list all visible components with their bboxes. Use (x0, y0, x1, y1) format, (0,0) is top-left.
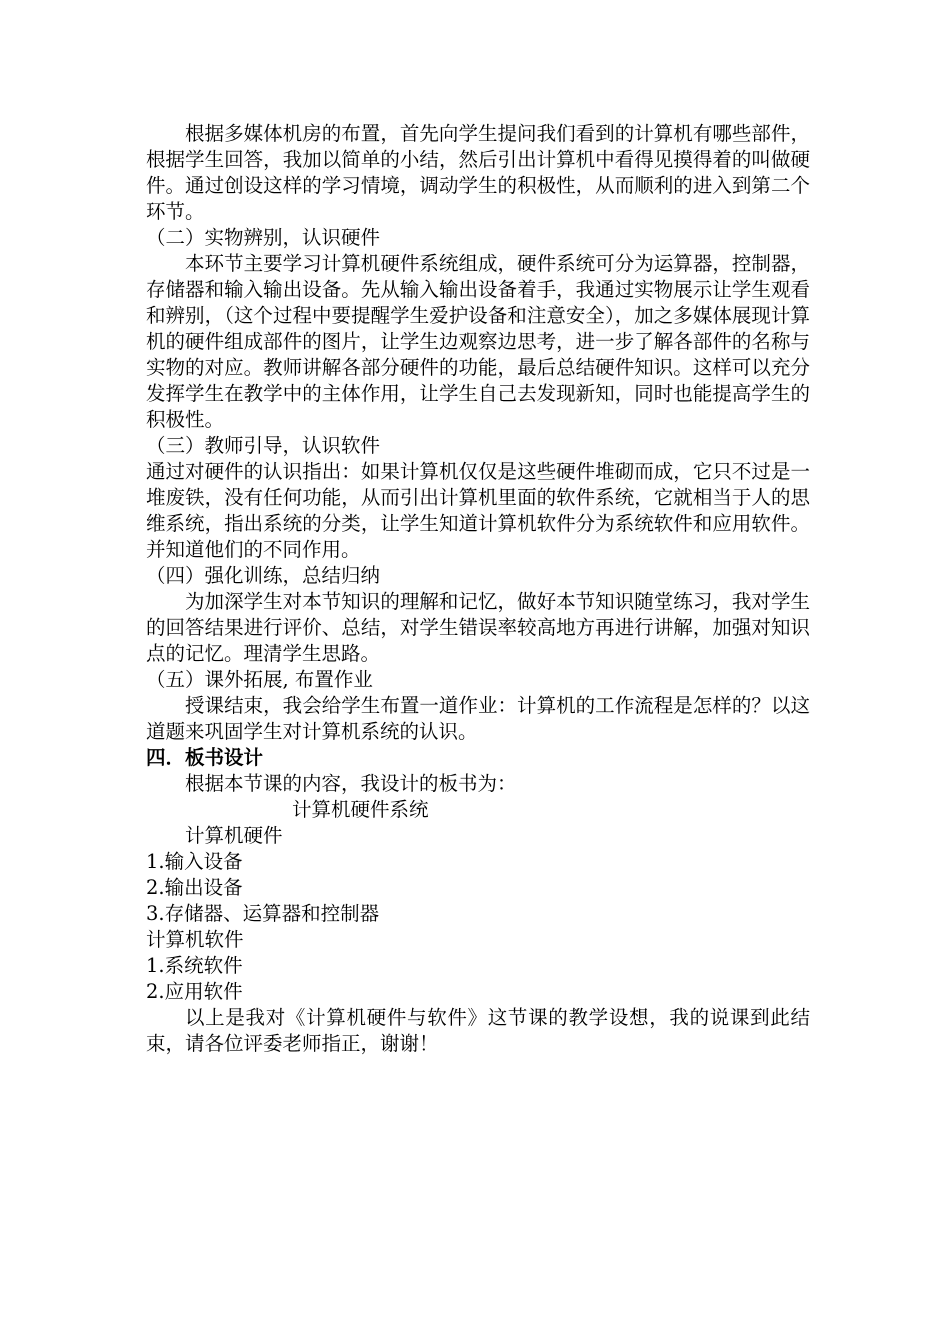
paragraph-intro: 根据多媒体机房的布置，首先向学生提问我们看到的计算机有哪些部件，根据学生回答，我加以简单的小结，然后引出计算机中看得见摸得着的叫做硬件。通过创设这样的学习情境，调动学生的积极性，从而顺利的进入到第二个环节。 (146, 122, 810, 223)
section-heading-5: （五）课外拓展, 布置作业 (146, 668, 373, 691)
paragraph-board-intro: 根据本节课的内容，我设计的板书为： (185, 772, 517, 795)
document-page (146, 121, 810, 1057)
paragraph-closing: 以上是我对《计算机硬件与软件》这节课的教学设想，我的说课到此结束，请各位评委老师指正，谢谢！ (146, 1006, 810, 1055)
section-heading-2: （二）实物辨别，认识硬件 (146, 226, 381, 249)
section-heading-4: （四）强化训练，总结归纳 (146, 564, 381, 587)
board-software-heading: 计算机软件 (146, 928, 244, 951)
paragraph-practice: 为加深学生对本节知识的理解和记忆，做好本节知识随堂练习，我对学生的回答结果进行评价、总结，对学生错误率较高地方再进行讲解，加强对知识点的记忆。理清学生思路。 (146, 590, 810, 665)
board-hardware-item-2: 2.输出设备 (146, 876, 243, 899)
board-software-item-1: 1.系统软件 (146, 954, 243, 977)
board-title: 计算机硬件系统 (292, 798, 429, 821)
paragraph-homework: 授课结束，我会给学生布置一道作业：计算机的工作流程是怎样的？以这道题来巩固学生对计算机系统的认识。 (146, 694, 810, 743)
section-heading-3: （三）教师引导，认识软件 (146, 434, 381, 457)
section-heading-board-design: 四．板书设计 (146, 746, 264, 769)
paragraph-software: 通过对硬件的认识指出：如果计算机仅仅是这些硬件堆砌而成，它只不过是一堆废铁，没有任何功能，从而引出计算机里面的软件系统，它就相当于人的思维系统，指出系统的分类，让学生知道计算机软件分为系统软件和应用软件。并知道他们的不同作用。 (146, 460, 810, 561)
board-hardware-heading: 计算机硬件 (185, 824, 283, 847)
paragraph-hardware: 本环节主要学习计算机硬件系统组成，硬件系统可分为运算器，控制器，存储器和输入输出设备。先从输入输出设备着手，我通过实物展示让学生观看和辨别，（这个过程中要提醒学生爱护设备和注意安全），加之多媒体展现计算机的硬件组成部件的图片，让学生边观察边思考，进一步了解各部件的名称与实物的对应。教师讲解各部分硬件的功能，最后总结硬件知识。这样可以充分发挥学生在教学中的主体作用，让学生自己去发现新知，同时也能提高学生的积极性。 (146, 252, 810, 431)
board-hardware-item-1: 1.输入设备 (146, 850, 243, 873)
board-hardware-item-3: 3.存储器、运算器和控制器 (146, 902, 380, 925)
board-software-item-2: 2.应用软件 (146, 980, 243, 1003)
